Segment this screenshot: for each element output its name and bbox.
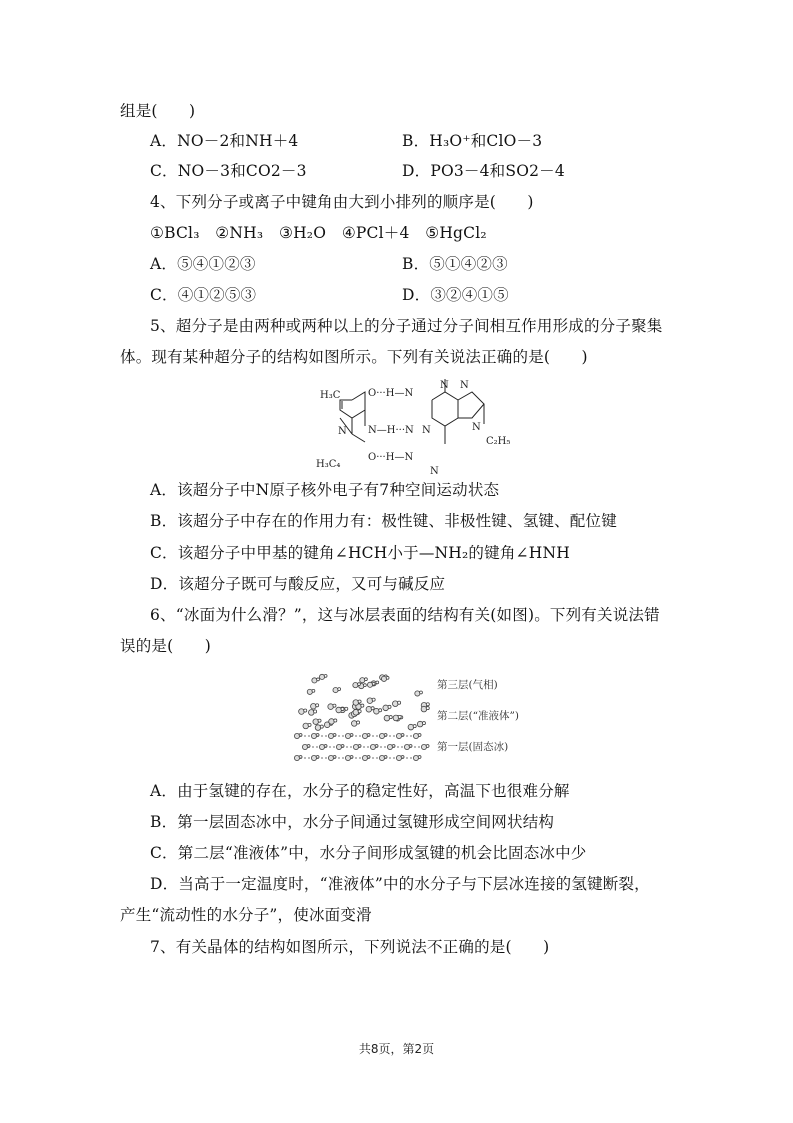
layer1-label: 第一层(固态冰) [437, 741, 509, 753]
water-molecule [383, 705, 389, 711]
water-molecule [315, 725, 321, 731]
water-molecule [351, 721, 357, 727]
water-molecule [381, 676, 386, 681]
hydrogen-atom [338, 688, 341, 691]
water-molecule [367, 698, 373, 704]
hydrogen-atom [388, 705, 391, 708]
hydrogen-atom [420, 691, 423, 694]
hydrogen-atom [317, 678, 320, 681]
layer3-label: 第三层(气相) [437, 679, 498, 691]
water-molecule [362, 755, 367, 760]
water-molecule [384, 715, 390, 721]
q6-option-a: A．由于氢键的存在，水分子的稳定性好，高温下也很难分解 [150, 782, 570, 800]
q5-stem-line2: 体。现有某种超分子的结构如图所示。下列有关说法正确的是( ) [120, 348, 588, 366]
hydrogen-atom [361, 704, 364, 707]
water-molecule [415, 691, 420, 696]
q4-items: ①BCl₃ ②NH₃ ③H₂O ④PCl＋4 ⑤HgCl₂ [150, 224, 487, 242]
q6-stem-line2: 误的是( ) [120, 637, 211, 655]
methyl-bottom-label: H₃C₄ [316, 459, 341, 470]
water-molecule [421, 706, 427, 712]
hydrogen-atom [357, 721, 360, 724]
water-molecule [408, 724, 414, 730]
q4-option-c: C．④①②⑤③ [150, 286, 257, 304]
water-molecule [396, 755, 401, 760]
ice-layers-figure [285, 668, 530, 768]
water-molecule [328, 704, 334, 710]
q4-option-a: A．⑤④①②③ [150, 255, 256, 273]
water-molecule [353, 700, 359, 706]
hydrogen-atom [426, 703, 429, 706]
water-molecule [379, 733, 384, 738]
hydrogen-atom [386, 676, 389, 679]
water-molecule [421, 744, 426, 749]
water-molecule [311, 733, 316, 738]
water-molecule [336, 707, 342, 713]
water-molecule [319, 674, 324, 679]
q3-stem-end: 组是( ) [120, 102, 196, 120]
n-top-right-label: N [440, 380, 449, 391]
methyl-top-label: H₃C [320, 390, 341, 401]
n-right-label: N [422, 425, 431, 436]
water-molecule [353, 683, 358, 688]
water-molecule [387, 744, 392, 749]
water-molecule [393, 701, 399, 707]
hydrogen-atom [389, 716, 392, 719]
hydrogen-atom [372, 682, 375, 685]
water-molecule [353, 744, 358, 749]
q3-option-d: D．PO3－4和SO2－4 [402, 162, 565, 180]
water-molecule [360, 678, 365, 683]
hydrogen-atom [314, 710, 317, 713]
water-molecule [294, 733, 299, 738]
q5-option-b: B．该超分子中存在的作用力有：极性键、非极性键、氢键、配位键 [150, 512, 617, 530]
hydrogen-atom [418, 734, 421, 737]
q6-option-d-line2: 产生“流动性的水分子”，使冰面变滑 [120, 906, 372, 924]
hydrogen-atom [308, 723, 311, 726]
water-molecule [393, 715, 399, 721]
water-molecule [379, 755, 384, 760]
n-left-label: N [338, 426, 347, 437]
hydrogen-atom [363, 684, 366, 687]
water-molecule [311, 703, 317, 709]
q3-option-c: C．NO－3和CO2－3 [150, 162, 307, 180]
water-molecule [417, 721, 423, 727]
q3-option-b: B．H₃O⁺和ClO－3 [402, 132, 543, 150]
hydrogen-atom [426, 745, 429, 748]
q6-option-c: C．第二层“准液体”中，水分子间形成氢键的机会比固态冰中少 [150, 844, 587, 862]
water-molecule [366, 706, 372, 712]
water-molecule [404, 744, 409, 749]
hydrogen-atom [304, 709, 307, 712]
hydrogen-atom [376, 681, 379, 684]
hydrogen-atom [413, 725, 416, 728]
water-molecule [312, 678, 317, 683]
water-molecule [294, 755, 299, 760]
water-molecule [328, 755, 333, 760]
water-molecule [333, 687, 338, 692]
water-molecule [299, 709, 305, 715]
hydrogen-atom [341, 707, 344, 710]
water-molecule [353, 710, 359, 716]
ethyl-label: C₂H₅ [486, 436, 511, 447]
water-molecule [309, 710, 315, 716]
q5-stem-line1: 5、超分子是由两种或两种以上的分子通过分子间相互作用形成的分子聚集 [150, 317, 663, 335]
hydrogen-atom [320, 725, 323, 728]
water-molecule [413, 733, 418, 738]
water-molecule [302, 744, 307, 749]
q3-option-a: A．NO－2和NH＋4 [150, 132, 299, 150]
q4-option-b: B．⑤①④②③ [402, 255, 508, 273]
hydrogen-atom [379, 709, 382, 712]
water-molecule [345, 733, 350, 738]
water-molecule [367, 682, 372, 687]
hydrogen-atom [324, 674, 327, 677]
hydrogen-atom [312, 689, 315, 692]
water-molecule [370, 744, 375, 749]
hydrogen-atom [316, 704, 319, 707]
hydrogen-atom [372, 698, 375, 701]
n-imidazole-label: N [460, 380, 469, 391]
layer2-label: 第二层(“准液体”) [437, 710, 519, 722]
oxygen-bottom-label: O···H—N [368, 452, 414, 463]
supramolecule-structure-figure [312, 374, 522, 476]
q4-option-d: D．③②④①⑤ [402, 286, 509, 304]
water-molecule [345, 755, 350, 760]
water-molecule [329, 719, 335, 725]
q7-stem: 7、有关晶体的结构如图所示，下列说法不正确的是( ) [150, 938, 550, 956]
water-molecule [313, 719, 319, 725]
hydrogen-atom [358, 683, 361, 686]
water-molecule [413, 755, 418, 760]
water-molecule [328, 733, 333, 738]
water-molecule [396, 733, 401, 738]
q4-stem: 4、下列分子或离子中键角由大到小排列的顺序是( ) [150, 193, 534, 211]
hydrogen-atom [398, 701, 401, 704]
hydrogen-atom [418, 756, 421, 759]
q5-option-a: A．该超分子中N原子核外电子有7种空间运动状态 [150, 481, 500, 499]
q5-option-c: C．该超分子中甲基的键角∠HCH小于—NH₂的键角∠HNH [150, 544, 570, 562]
n-bottom-label: N [430, 466, 439, 476]
q6-option-d-line1: D．当高于一定温度时，“准液体”中的水分子与下层冰连接的氢键断裂， [150, 875, 650, 893]
water-molecule [336, 744, 341, 749]
hydrogen-atom [358, 710, 361, 713]
hydrogen-atom [358, 700, 361, 703]
water-molecule [362, 733, 367, 738]
hydrogen-atom [334, 719, 337, 722]
hydrogen-atom [318, 719, 321, 722]
hydrogen-atom [345, 707, 348, 710]
water-molecule [319, 744, 324, 749]
water-molecule [311, 755, 316, 760]
q5-option-d: D．该超分子既可与酸反应，又可与碱反应 [150, 575, 446, 593]
oxygen-top-label: O···H—N [368, 388, 414, 399]
hydrogen-atom [364, 678, 367, 681]
hydrogen-atom [426, 707, 429, 710]
q6-stem-line1: 6、“冰面为什么滑？”，这与冰层表面的结构有关(如图)。下列有关说法错 [150, 606, 660, 624]
nh-middle-label: N—H···N [368, 425, 414, 436]
water-molecule [374, 708, 380, 714]
hydrogen-atom [422, 722, 425, 725]
water-molecule [303, 723, 309, 729]
q6-option-b: B．第一层固态冰中，水分子间通过氢键形成空间网状结构 [150, 813, 555, 831]
page-footer: 共8页，第2页 [358, 1042, 435, 1056]
hydrogen-atom [333, 704, 336, 707]
water-molecule [307, 689, 312, 694]
hydrogen-atom [371, 707, 374, 710]
n-ethyl-label: N [472, 422, 481, 433]
hydrogen-atom [398, 715, 401, 718]
